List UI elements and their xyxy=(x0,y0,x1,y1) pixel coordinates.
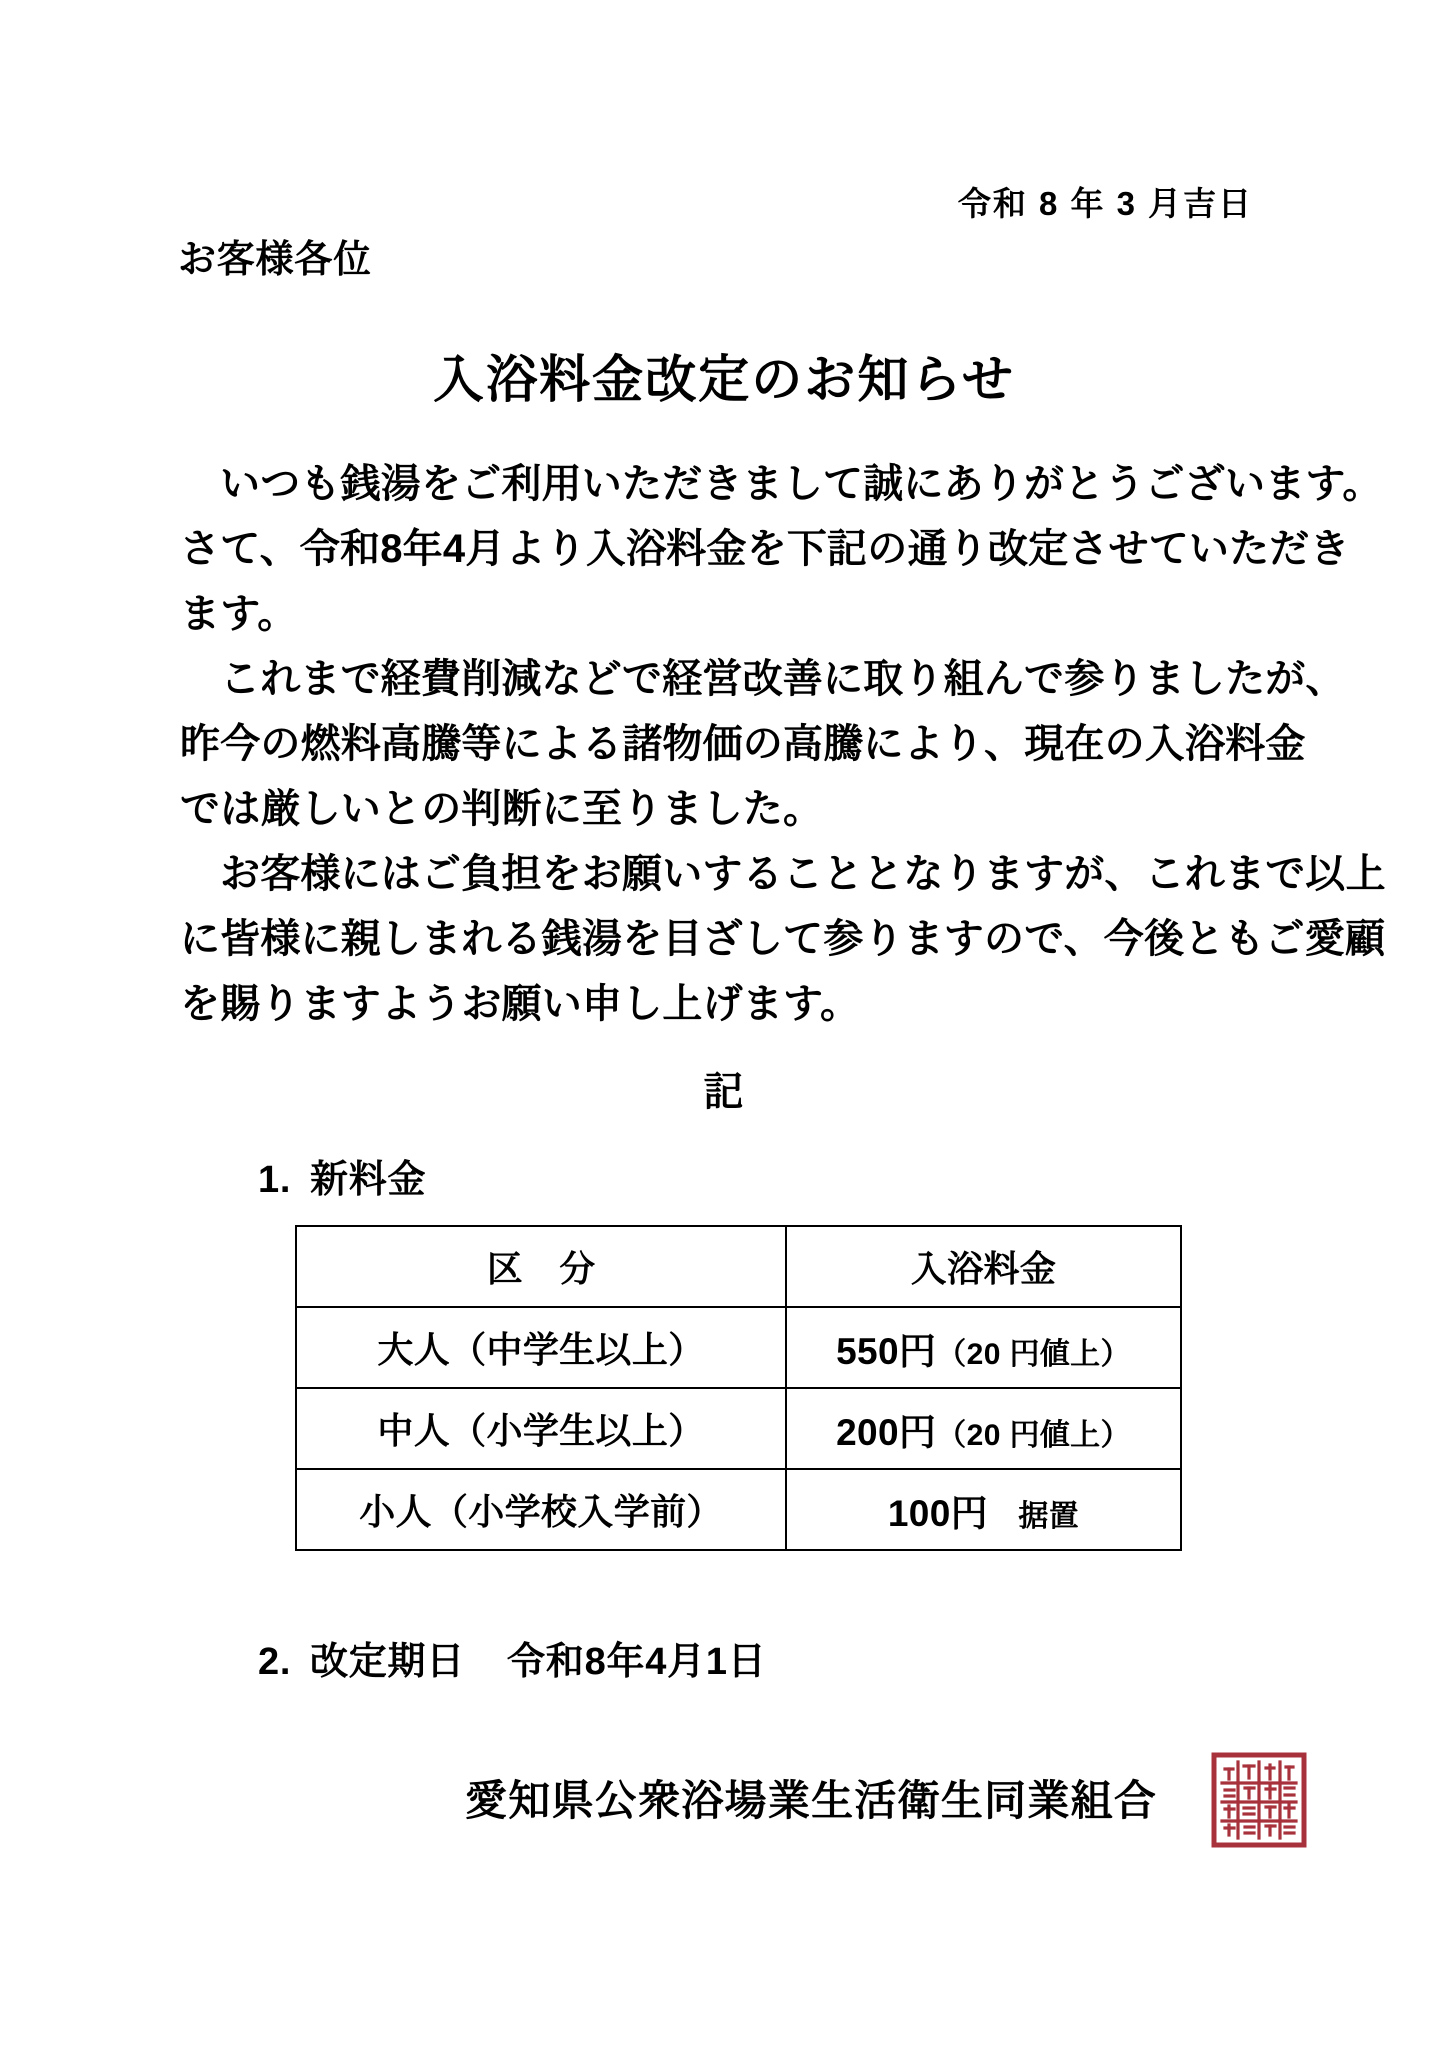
column-header-fare: 入浴料金 xyxy=(786,1226,1181,1307)
body-line: 昨今の燃料高騰等による諸物価の高騰により、現在の入浴料金 xyxy=(180,722,1306,766)
table-row xyxy=(296,1469,1181,1550)
body-line: では厳しいとの判断に至りました。 xyxy=(180,787,824,831)
body-line: ます。 xyxy=(180,592,298,636)
addressee-line: お客様各位 xyxy=(178,239,372,281)
column-header-category: 区 分 xyxy=(296,1226,786,1307)
list-item-effective-date xyxy=(258,1630,767,1685)
fare-amount: 550円 xyxy=(836,1330,937,1372)
ki-marker: 記 xyxy=(703,1070,745,1114)
cell-fare xyxy=(786,1388,1181,1469)
official-seal-icon xyxy=(1211,1752,1307,1848)
fare-amount: 100円 xyxy=(887,1492,989,1534)
cell-category: 大人（中学生以上） xyxy=(296,1307,786,1388)
body-line: さて、令和8年4月より入浴料金を下記の通り改定させていただき xyxy=(180,527,1350,571)
body-line: いつも銭湯をご利用いただきまして誠にありがとうございます。 xyxy=(220,462,1383,506)
body-text-block xyxy=(180,452,1386,1037)
body-line: お客様にはご負担をお願いすることとなりますが、これまで以上 xyxy=(220,852,1386,896)
item-label: 新料金 xyxy=(310,1159,427,1201)
table-row xyxy=(296,1307,1181,1388)
cell-category: 中人（小学生以上） xyxy=(296,1388,786,1469)
fare-note: （20 円値上） xyxy=(936,1337,1131,1371)
date-line: 令和 8 年 3 月吉日 xyxy=(957,185,1253,222)
fare-note: （20 円値上） xyxy=(936,1418,1131,1452)
body-line: これまで経費削減などで経営改善に取り組んで参りましたが、 xyxy=(220,657,1346,701)
table-row xyxy=(296,1388,1181,1469)
cell-fare xyxy=(786,1307,1181,1388)
price-table xyxy=(295,1225,1182,1551)
item-label: 改定期日 xyxy=(310,1641,466,1683)
cell-category: 小人（小学校入学前） xyxy=(296,1469,786,1550)
table-header-row xyxy=(296,1226,1181,1307)
fare-amount: 200円 xyxy=(836,1411,937,1453)
price-table-wrapper xyxy=(295,1225,1160,1551)
item-number: 1. xyxy=(258,1159,292,1201)
page-title: 入浴料金改定のお知らせ xyxy=(433,351,1015,408)
list-item-new-fares xyxy=(258,1148,426,1203)
item-value: 令和8年4月1日 xyxy=(507,1641,767,1683)
body-line: に皆様に親しまれる銭湯を目ざして参りますので、今後ともご愛顧 xyxy=(180,917,1386,961)
fare-note: 据置 xyxy=(988,1499,1080,1533)
organization-signature: 愛知県公衆浴場業生活衛生同業組合 xyxy=(465,1777,1158,1824)
cell-fare xyxy=(786,1469,1181,1550)
body-line: を賜りますようお願い申し上げます。 xyxy=(180,982,861,1026)
item-number: 2. xyxy=(258,1641,292,1683)
